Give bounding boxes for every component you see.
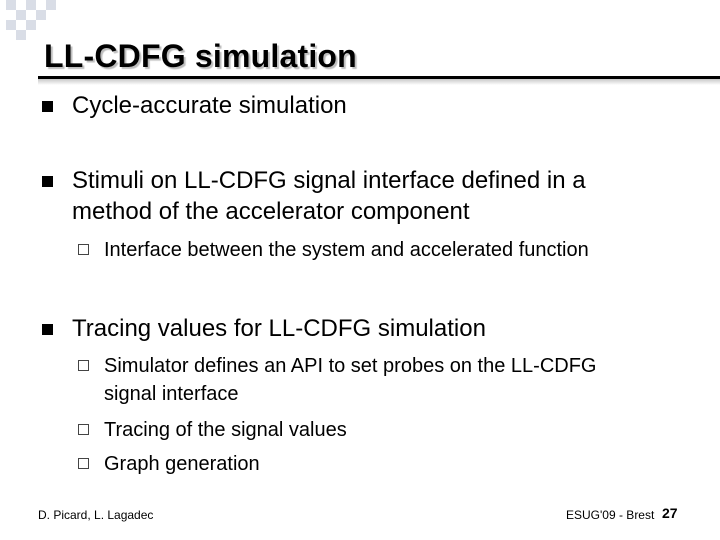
hollow-square-icon bbox=[78, 360, 89, 371]
filled-square-icon bbox=[42, 101, 53, 112]
hollow-square-icon bbox=[78, 424, 89, 435]
corner-squares-decoration bbox=[0, 0, 60, 40]
bullet-1-text: Cycle-accurate simulation bbox=[72, 92, 347, 119]
hollow-square-icon bbox=[78, 458, 89, 469]
footer-authors: D. Picard, L. Lagadec bbox=[38, 508, 154, 522]
bullet-3-subitem-2: Tracing of the signal values bbox=[104, 419, 347, 441]
title-underline-shadow bbox=[38, 79, 720, 85]
bullet-2-text-line2: method of the accelerator component bbox=[72, 198, 470, 225]
bullet-3-subitem-1-line2: signal interface bbox=[104, 383, 239, 405]
footer-page-number: 27 bbox=[662, 505, 678, 521]
slide-title: LL-CDFG simulation bbox=[44, 38, 357, 74]
filled-square-icon bbox=[42, 324, 53, 335]
bullet-2-text-line1: Stimuli on LL-CDFG signal interface defined in a bbox=[72, 167, 586, 194]
bullet-2-subitem-1: Interface between the system and accelerated function bbox=[104, 239, 589, 261]
filled-square-icon bbox=[42, 176, 53, 187]
bullet-3-subitem-3: Graph generation bbox=[104, 453, 260, 475]
footer-event: ESUG'09 - Brest bbox=[566, 508, 655, 522]
hollow-square-icon bbox=[78, 244, 89, 255]
bullet-3-text: Tracing values for LL-CDFG simulation bbox=[72, 315, 486, 342]
bullet-3-subitem-1-line1: Simulator defines an API to set probes on the LL-CDFG bbox=[104, 355, 597, 377]
